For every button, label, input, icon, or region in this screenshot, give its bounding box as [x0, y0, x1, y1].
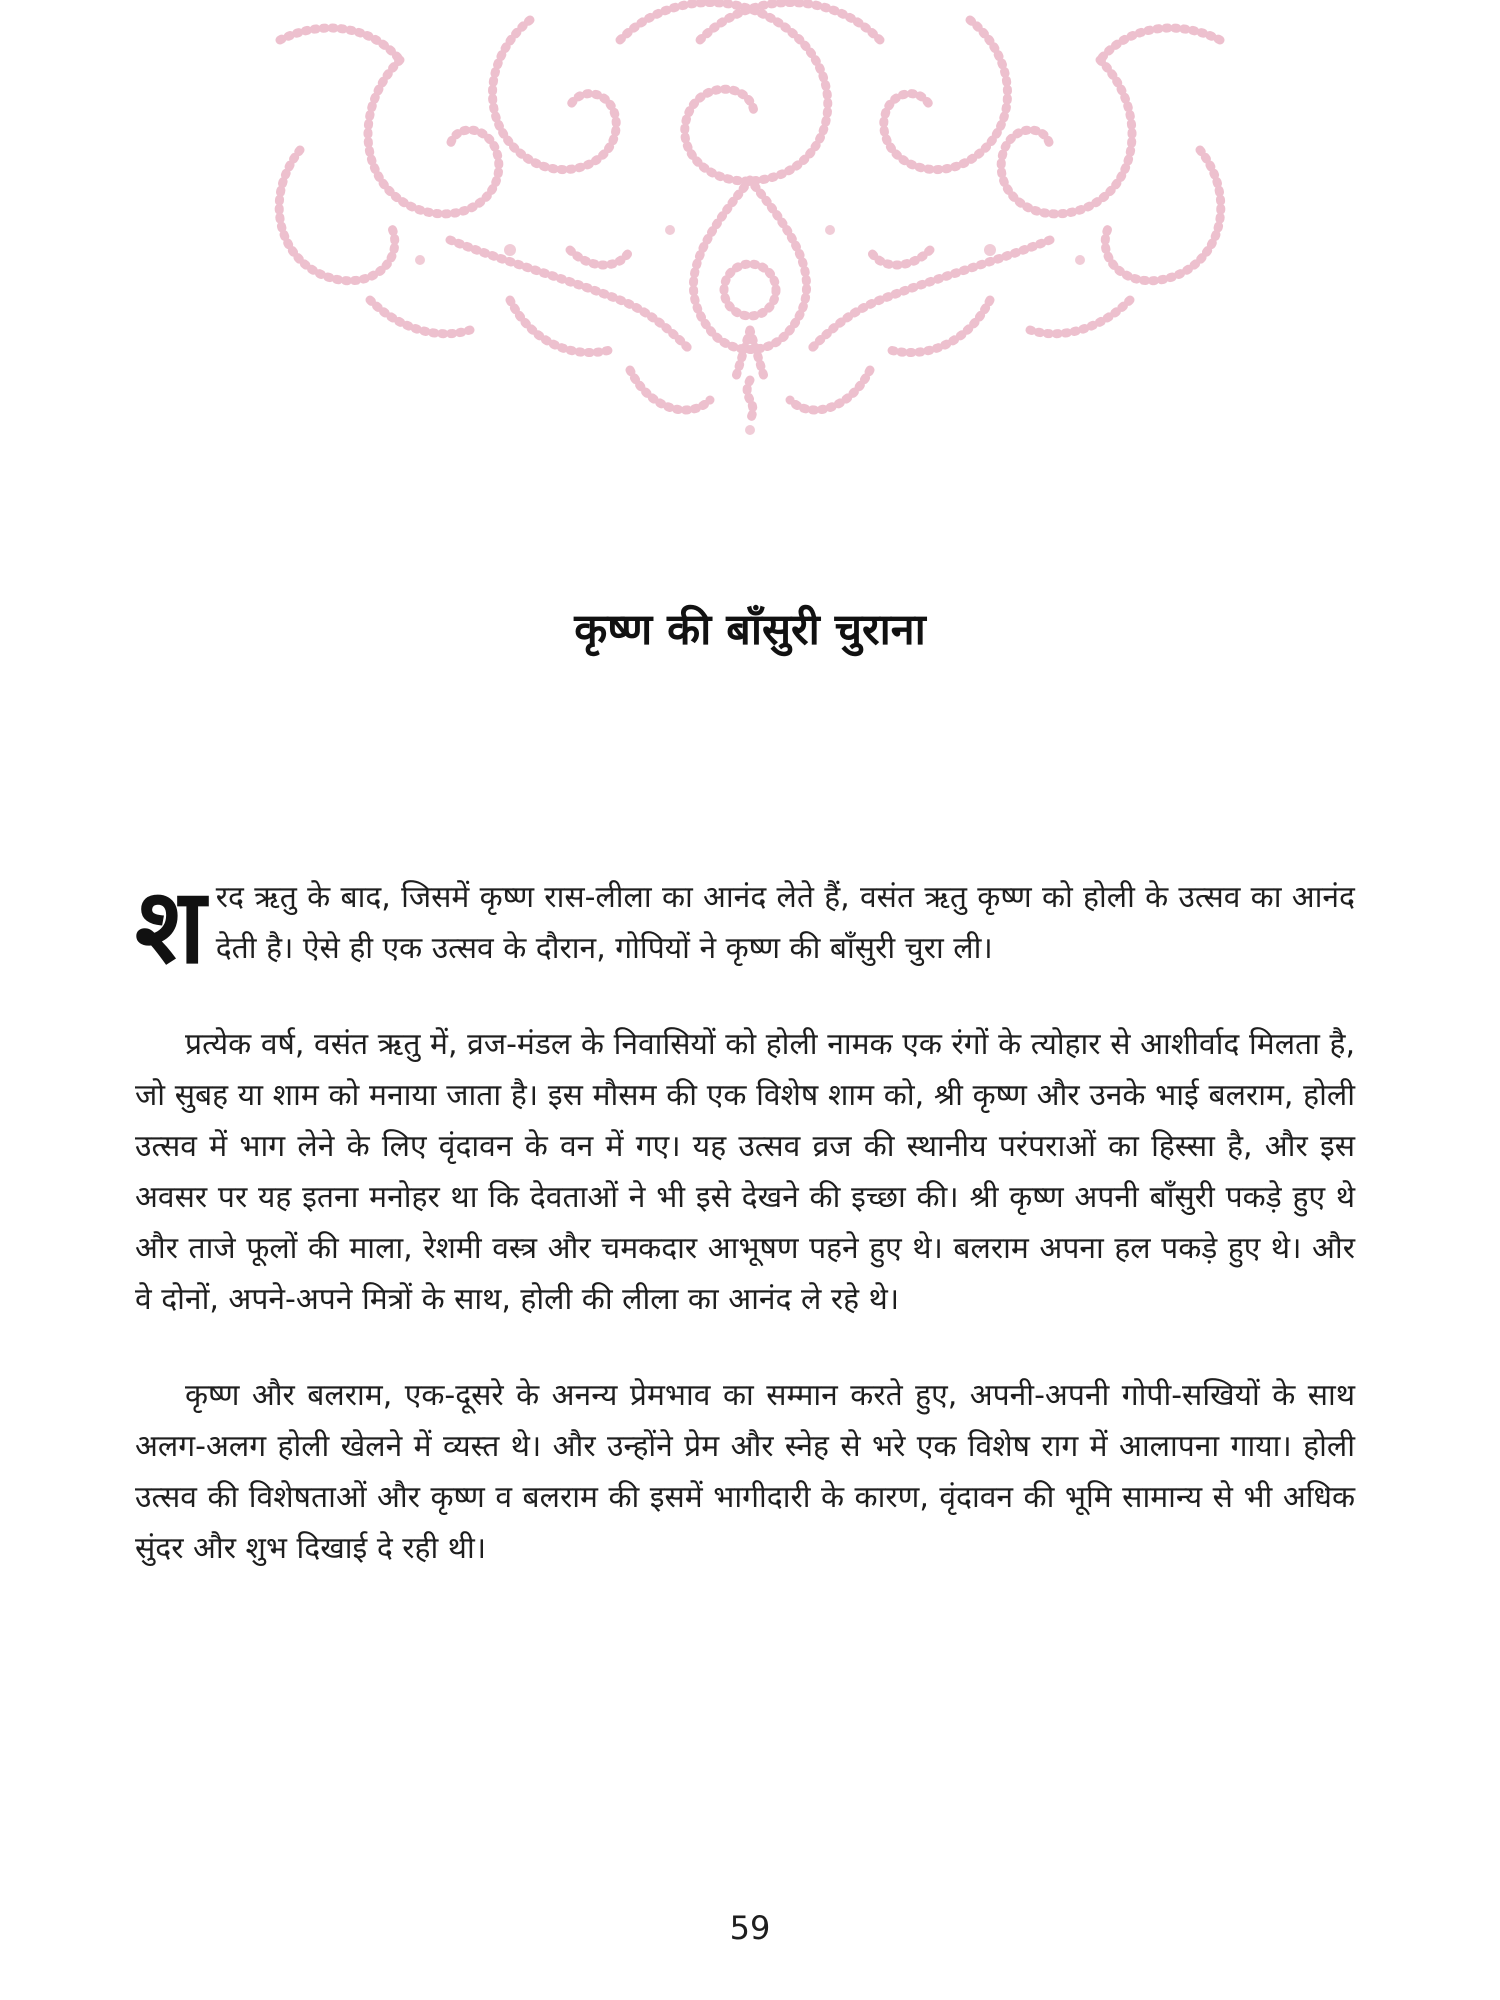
floral-mandala-icon	[150, 0, 1350, 440]
page-number: 59	[729, 1909, 771, 1947]
paragraph-2: प्रत्येक वर्ष, वसंत ऋतु में, व्रज-मंडल के निवासियों को होली नामक एक रंगों के त्योहार से आशीर्वाद मिलता है, जो सुबह या शाम को मनाया जाता है। इस मौसम की एक विशेष शाम को, श्री कृष्ण और उनके भाई बलराम, होली उत्सव में भाग लेने के लिए वृंदावन के वन में गए। यह उत्सव व्रज की स्थानीय परंपराओं का हिस्सा है, और इस अवसर पर यह इतना मनोहर था कि देवताओं ने भी इसे देखने की इच्छा की। श्री कृष्ण अपनी बाँसुरी पकड़े हुए थे और ताजे फूलों की माला, रेशमी वस्त्र और चमकदार आभूषण पहने हुए थे। बलराम अपना हल पकड़े हुए थे। और वे दोनों, अपने-अपने मित्रों के साथ, होली की लीला का आनंद ले रहे थे।	[135, 1027, 1355, 1317]
chapter-title: कृष्ण की बाँसुरी चुराना	[574, 605, 926, 655]
paragraph-1	[135, 865, 1355, 987]
body-text	[135, 865, 1355, 1619]
paragraph-1-text: रद ऋतु के बाद, जिसमें कृष्ण रास-लीला का आनंद लेते हैं, वसंत ऋतु कृष्ण को होली के उत्सव का आनंद देती है। ऐसे ही एक उत्सव के दौरान, गोपियों ने कृष्ण की बाँसुरी चुरा ली।	[215, 880, 1355, 966]
drop-cap: श	[135, 865, 206, 987]
paragraph-3: कृष्ण और बलराम, एक-दूसरे के अनन्य प्रेमभाव का सम्मान करते हुए, अपनी-अपनी गोपी-सखियों के साथ अलग-अलग होली खेलने में व्यस्त थे। और उन्होंने प्रेम और स्नेह से भरे एक विशेष राग में आलापना गाया। होली उत्सव की विशेषताओं और कृष्ण व बलराम की इसमें भागीदारी के कारण, वृंदावन की भूमि सामान्य से भी अधिक सुंदर और शुभ दिखाई दे रही थी।	[135, 1378, 1355, 1566]
